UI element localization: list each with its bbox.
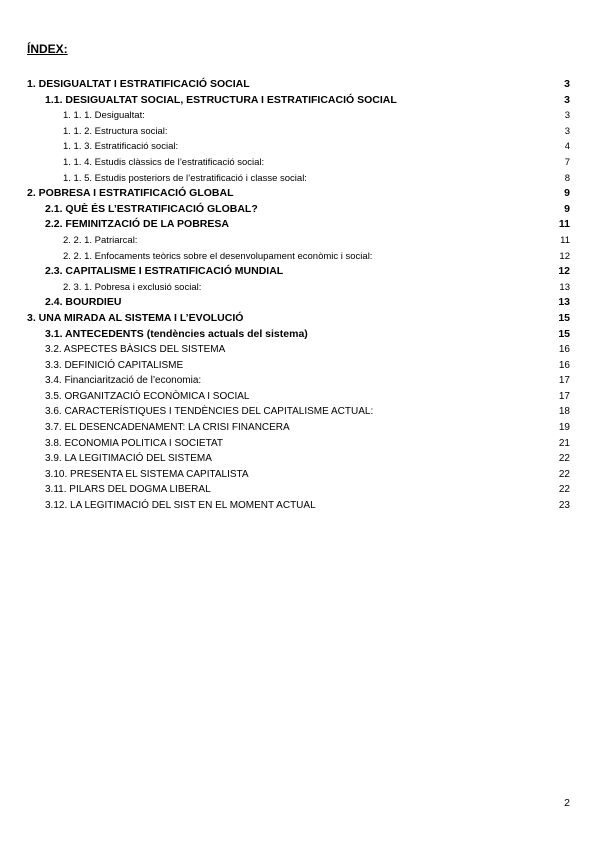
toc-entry-page: 11: [560, 234, 570, 246]
toc-entry-page: 9: [564, 202, 570, 215]
toc-entry-label: 1. 1. 1. Desigualtat:: [63, 110, 145, 122]
toc-entry-page: 22: [558, 468, 570, 480]
toc-entry-11[interactable]: [0, 233, 600, 249]
toc-entry-label: 2. 2. 1. Enfocaments teòrics sobre el desenvolupament econòmic i social:: [63, 250, 373, 262]
toc-entry-22[interactable]: [0, 404, 600, 420]
toc-entry-label: 2. 3. 1. Pobresa i exclusió social:: [63, 281, 202, 293]
toc-entry-23[interactable]: [0, 420, 600, 436]
toc-entry-label: 2.2. FEMINITZACIÓ DE LA POBRESA: [45, 218, 229, 231]
toc-entry-label: 3.2. ASPECTES BÀSICS DEL SISTEMA: [45, 344, 226, 356]
toc-entry-20[interactable]: [0, 373, 600, 389]
toc-entry-label: 2. POBRESA I ESTRATIFICACIÓ GLOBAL: [27, 187, 234, 200]
page-number: 2: [564, 797, 570, 809]
toc-entry-1[interactable]: [0, 77, 600, 93]
toc-entry-12[interactable]: [0, 249, 600, 265]
toc-entry-5[interactable]: [0, 139, 600, 155]
toc-entry-10[interactable]: [0, 217, 600, 233]
toc-entry-page: 13: [559, 281, 570, 293]
toc-entry-18[interactable]: [0, 342, 600, 358]
toc-entry-8[interactable]: [0, 186, 600, 202]
toc-entry-label: 3.10. PRESENTA EL SISTEMA CAPITALISTA: [45, 468, 249, 480]
toc-entry-page: 13: [558, 296, 570, 309]
toc-entry-label: 1. 1. 5. Estudis posteriors de l’estratificació i classe social:: [63, 172, 307, 184]
toc-entry-16[interactable]: [0, 311, 600, 327]
toc-entry-2[interactable]: [0, 93, 600, 109]
toc-entry-15[interactable]: [0, 295, 600, 311]
toc-entry-page: 17: [558, 375, 570, 387]
toc-entry-label: 1. 1. 2. Estructura social:: [63, 125, 168, 137]
toc-entry-page: 12: [559, 250, 570, 262]
toc-entry-label: 3.8. ECONOMIA POLITICA I SOCIETAT: [45, 437, 224, 449]
toc-entry-page: 3: [564, 78, 570, 90]
toc-entry-28[interactable]: [0, 498, 600, 514]
toc-entry-6[interactable]: [0, 155, 600, 171]
toc-entry-page: 11: [558, 218, 570, 231]
toc-entry-3[interactable]: [0, 108, 600, 124]
toc-entry-17[interactable]: [0, 327, 600, 343]
toc-entry-page: 8: [564, 172, 570, 184]
toc-entry-label: 3.5. ORGANITZACIÓ ECONÒMICA I SOCIAL: [45, 390, 250, 402]
toc-entry-page: 3: [564, 125, 570, 137]
toc-entry-page: 12: [558, 265, 570, 278]
toc-entry-label: 3.6. CARACTERÍSTIQUES I TENDÈNCIES DEL CAPITALISME ACTUAL:: [45, 406, 374, 418]
toc-entry-page: 15: [558, 327, 570, 340]
toc-entry-7[interactable]: [0, 171, 600, 187]
index-title: ÍNDEX:: [27, 42, 68, 56]
toc-entry-label: 3.3. DEFINICIÓ CAPITALISME: [45, 359, 184, 371]
toc-entry-label: 2.4. BOURDIEU: [45, 296, 122, 309]
toc-entry-26[interactable]: [0, 467, 600, 483]
toc-entry-page: 17: [558, 390, 570, 402]
toc-entry-page: 9: [564, 187, 570, 200]
toc-entry-label: 3. UNA MIRADA AL SISTEMA I L’EVOLUCIÓ: [27, 311, 244, 324]
toc-entry-page: 3: [564, 110, 570, 122]
toc-entry-page: 15: [558, 311, 570, 324]
toc-entry-page: 16: [558, 344, 570, 356]
toc-entry-label: 2.1. QUÈ ÉS L’ESTRATIFICACIÓ GLOBAL?: [45, 202, 258, 215]
toc-entry-label: 1. 1. 4. Estudis clàssics de l’estratificació social:: [63, 156, 265, 168]
toc-entry-24[interactable]: [0, 436, 600, 452]
toc-entry-page: 22: [558, 484, 570, 496]
toc-entry-page: 4: [564, 141, 570, 153]
toc-entry-label: 1. DESIGUALTAT I ESTRATIFICACIÓ SOCIAL: [27, 78, 250, 90]
toc-entry-page: 7: [564, 156, 570, 168]
toc-entry-4[interactable]: [0, 124, 600, 140]
toc-entry-label: 2.3. CAPITALISME I ESTRATIFICACIÓ MUNDIAL: [45, 265, 284, 278]
toc-entry-9[interactable]: [0, 202, 600, 218]
toc-entry-19[interactable]: [0, 358, 600, 374]
toc-entry-label: 3.9. LA LEGITIMACIÓ DEL SISTEMA: [45, 453, 212, 465]
toc-entry-label: 3.1. ANTECEDENTS (tendències actuals del sistema): [45, 327, 308, 340]
toc-entry-label: 2. 2. 1. Patriarcal:: [63, 234, 138, 246]
toc-entry-21[interactable]: [0, 389, 600, 405]
table-of-contents: [0, 77, 600, 514]
toc-entry-page: 3: [564, 93, 570, 106]
toc-entry-label: 1. 1. 3. Estratificació social:: [63, 141, 179, 153]
toc-entry-27[interactable]: [0, 482, 600, 498]
toc-entry-label: 1.1. DESIGUALTAT SOCIAL, ESTRUCTURA I ESTRATIFICACIÓ SOCIAL: [45, 93, 397, 106]
toc-entry-label: 3.11. PILARS DEL DOGMA LIBERAL: [45, 484, 211, 496]
toc-entry-label: 3.12. LA LEGITIMACIÓ DEL SIST EN EL MOMENT ACTUAL: [45, 500, 316, 512]
toc-entry-label: 3.7. EL DESENCADENAMENT: LA CRISI FINANCERA: [45, 422, 290, 434]
toc-entry-14[interactable]: [0, 280, 600, 296]
toc-entry-page: 21: [558, 437, 570, 449]
toc-entry-13[interactable]: [0, 264, 600, 280]
toc-entry-page: 16: [558, 359, 570, 371]
toc-entry-page: 19: [558, 422, 570, 434]
toc-entry-page: 23: [558, 500, 570, 512]
toc-entry-label: 3.4. Financiarització de l’economia:: [45, 375, 202, 387]
toc-entry-25[interactable]: [0, 451, 600, 467]
toc-entry-page: 18: [558, 406, 570, 418]
toc-entry-page: 22: [558, 453, 570, 465]
